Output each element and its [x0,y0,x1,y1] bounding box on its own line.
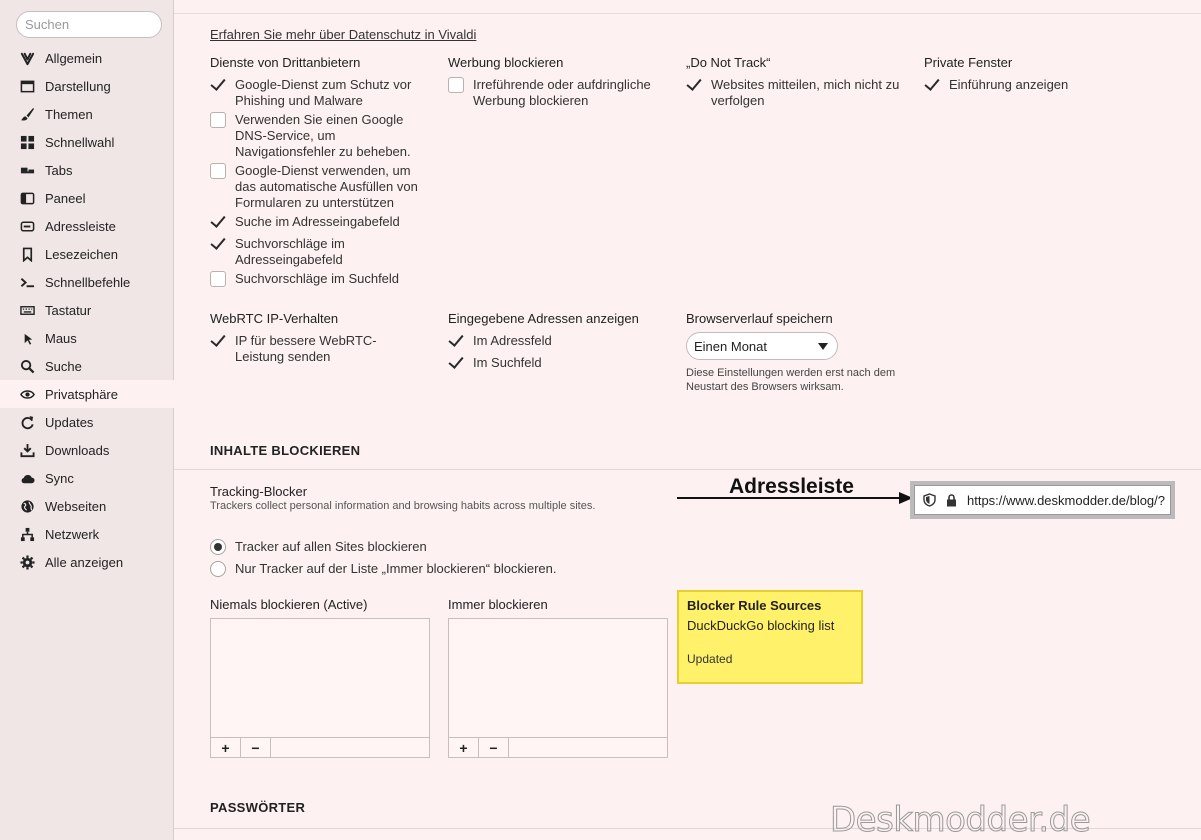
window-icon [19,78,35,94]
option-label: Im Adressfeld [473,333,552,348]
option-google-dns[interactable] [210,112,425,160]
checkbox[interactable] [210,271,226,287]
never-block-heading: Niemals blockieren (Active) [210,597,368,612]
radio-button[interactable] [210,561,226,577]
option-address-search[interactable] [210,214,425,230]
checkbox[interactable] [210,333,226,349]
sidebar-item-label: Downloads [45,442,110,458]
sidebar-item-label: Netzwerk [45,526,100,542]
annotation-arrow [677,490,917,506]
divider [174,13,1201,14]
option-label: Nur Tracker auf der Liste „Immer blockieren“ blockieren. [235,561,557,576]
sidebar-item-updates[interactable] [0,408,174,436]
list-toolbar [449,737,667,757]
option-address-suggestions[interactable] [210,236,410,268]
annotation-label: Adressleiste [729,475,854,498]
address-bar-screenshot [910,481,1175,519]
grid-icon [19,134,35,150]
option-label: Suchvorschläge im Suchfeld [235,271,400,286]
sidebar-item-themen[interactable] [0,100,174,128]
checkbox[interactable] [210,112,226,128]
content-blocking-title: INHALTE BLOCKIEREN [210,443,361,458]
checkbox[interactable] [210,214,226,230]
sidebar-item-label: Updates [45,414,94,430]
add-button[interactable]: + [449,738,479,757]
third-party-heading: Dienste von Drittanbietern [210,55,361,70]
option-label: Suche im Adresseingabefeld [235,214,400,229]
sidebar-item-alle-anzeigen[interactable] [0,548,174,576]
tracker-heading: Tracking-Blocker [210,484,308,499]
remove-button[interactable]: − [479,738,509,757]
shield-icon [923,493,936,507]
select-value: Einen Monat [694,338,767,354]
sidebar-item-lesezeichen[interactable] [0,240,174,268]
sidebar-item-webseiten[interactable] [0,492,174,520]
radio-button[interactable] [210,539,226,555]
sidebar-item-schnellwahl[interactable] [0,128,174,156]
mouse-icon [19,330,35,346]
search-icon [19,358,35,374]
history-heading: Browserverlauf speichern [686,311,833,326]
option-autofill[interactable] [210,163,425,211]
sidebar-item-allgemein[interactable] [0,44,174,72]
privacy-settings-page [174,0,1201,840]
option-label: Google-Dienst zum Schutz vor Phishing und Malware [235,77,412,108]
option-label: Irreführende oder aufdringliche Werbung blockieren [473,77,651,108]
option-typed-addressfield[interactable] [448,333,663,349]
settings-search-input[interactable] [16,11,162,38]
sidebar-item-label: Schnellwahl [45,134,115,150]
blocker-source-item: DuckDuckGo blocking list [687,618,835,633]
option-typed-searchfield[interactable] [448,355,663,371]
tracker-description: Trackers collect personal information and browsing habits across multiple sites. [210,500,596,512]
sidebar-item-paneel[interactable] [0,184,174,212]
checkbox[interactable] [210,77,226,93]
option-label: Suchvorschläge im Adresseingabefeld [235,236,345,267]
sidebar-item-privatsphaere[interactable] [0,380,175,408]
sidebar-item-label: Maus [45,330,77,346]
sidebar-item-label: Suche [45,358,82,374]
ads-heading: Werbung blockieren [448,55,564,70]
settings-nav [0,44,174,576]
cloud-icon [19,470,35,486]
restart-note: Diese Einstellungen werden erst nach dem Neustart des Browsers wirksam. [686,367,896,393]
checkbox[interactable] [448,77,464,93]
command-icon [19,274,35,290]
sidebar-item-label: Allgemein [45,50,103,66]
sidebar-item-label: Sync [45,470,74,486]
sidebar-item-label: Lesezeichen [45,246,118,262]
sidebar-item-suche[interactable] [0,352,174,380]
address-bar-icon [19,218,35,234]
remove-button[interactable]: − [241,738,271,757]
sidebar-item-label: Themen [45,106,93,122]
checkbox[interactable] [210,163,226,179]
sidebar-item-label: Darstellung [45,78,111,94]
sidebar-item-schnellbefehle[interactable] [0,268,174,296]
option-block-ads[interactable] [448,77,663,109]
sidebar-item-label: Privatsphäre [45,386,118,402]
brush-icon [19,106,35,122]
passwords-title: PASSWÖRTER [210,800,306,815]
option-label: Tracker auf allen Sites blockieren [235,539,427,554]
always-block-list[interactable] [448,618,668,758]
typed-addresses-heading: Eingegebene Adressen anzeigen [448,311,639,326]
sidebar-item-darstellung[interactable] [0,72,174,100]
globe-icon [19,498,35,514]
history-duration-select[interactable] [686,332,838,360]
blocker-sources-box [677,590,863,684]
sidebar-item-label: Adressleiste [45,218,116,234]
blocker-source-status: Updated [687,652,733,666]
checkbox[interactable] [924,77,940,93]
sidebar-item-label: Tabs [45,162,73,178]
network-icon [19,526,35,542]
sidebar-item-label: Schnellbefehle [45,274,131,290]
address-url: https://www.deskmodder.de/blog/? [967,492,1166,508]
lock-icon [946,494,957,507]
divider [174,469,1201,470]
sidebar-item-label: Tastatur [45,302,92,318]
chevron-down-icon [818,343,828,350]
sidebar-item-label: Paneel [45,190,86,206]
download-icon [19,442,35,458]
sidebar-item-label: Webseiten [45,498,107,514]
option-searchfield-suggestions[interactable] [210,271,425,287]
option-phishing[interactable] [210,77,425,109]
sidebar-item-sync[interactable] [0,464,174,492]
panel-icon [19,190,35,206]
option-label: Einführung anzeigen [949,77,1069,92]
never-block-list[interactable] [210,618,430,758]
radio-block-all[interactable] [210,539,427,555]
settings-sidebar [0,0,174,840]
option-label: Verwenden Sie einen Google DNS-Service, um Navigationsfehler zu beheben. [235,112,411,159]
always-block-heading: Immer blockieren [448,597,548,612]
checkbox[interactable] [448,355,464,371]
list-toolbar [211,737,429,757]
option-label: Im Suchfeld [473,355,542,370]
sidebar-item-downloads[interactable] [0,436,174,464]
option-do-not-track[interactable] [686,77,901,109]
sidebar-item-label: Alle anzeigen [45,554,124,570]
eye-icon [19,386,35,402]
sidebar-item-adressleiste[interactable] [0,212,174,240]
option-private-intro[interactable] [924,77,1139,93]
refresh-icon [19,414,35,430]
webrtc-heading: WebRTC IP-Verhalten [210,311,339,326]
option-label: IP für bessere WebRTC-Leistung senden [235,333,377,364]
gear-icon [19,554,35,570]
dnt-heading: „Do Not Track“ [686,55,771,70]
bookmark-icon [19,246,35,262]
radio-block-list[interactable] [210,561,557,577]
watermark: Deskmodder.de [830,800,1091,840]
checkbox[interactable] [210,236,226,252]
address-field [914,485,1171,515]
sidebar-item-tabs[interactable] [0,156,174,184]
add-button[interactable]: + [211,738,241,757]
sidebar-item-maus[interactable] [0,324,174,352]
private-window-heading: Private Fenster [924,55,1013,70]
sidebar-item-tastatur[interactable] [0,296,174,324]
keyboard-icon [19,302,35,318]
option-label: Google-Dienst verwenden, um das automatische Ausfüllen von Formularen zu unterstützen [235,163,418,210]
checkbox[interactable] [448,333,464,349]
checkbox[interactable] [686,77,702,93]
sidebar-item-netzwerk[interactable] [0,520,174,548]
tabs-icon [19,162,35,178]
privacy-info-link[interactable]: Erfahren Sie mehr über Datenschutz in Vivaldi [210,27,477,42]
vivaldi-v-icon [19,50,35,66]
option-label: Websites mitteilen, mich nicht zu verfolgen [711,77,900,108]
option-webrtc[interactable] [210,333,425,365]
blocker-sources-heading: Blocker Rule Sources [687,598,822,613]
